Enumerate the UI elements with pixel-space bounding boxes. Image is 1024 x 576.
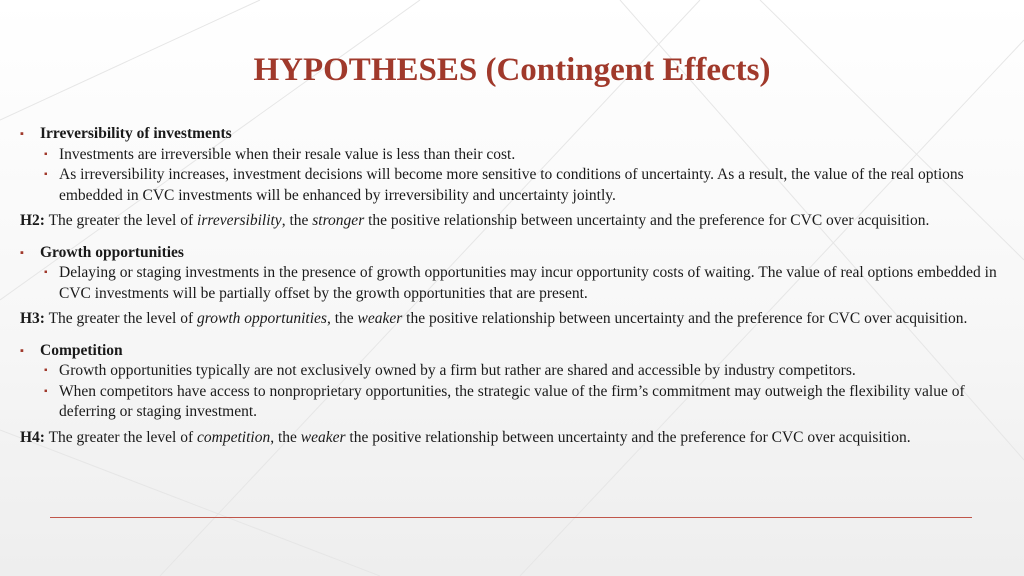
footer-divider [50,517,972,518]
list-item-text: Investments are irreversible when their resale value is less than their cost. [59,145,516,163]
hypothesis-direction: weaker [300,428,346,446]
square-bullet-icon: ▪ [44,148,48,160]
hypothesis-text: , the [281,212,313,229]
square-bullet-icon: ▪ [44,169,48,180]
hypothesis-text: , the [270,428,301,446]
hypothesis-h2 [20,211,1010,232]
hypothesis-label: H4: [20,428,45,446]
list-item [20,361,1010,382]
hypothesis-text: The greater the level of [44,428,198,446]
list-item-text: When competitors have access to nonproprietary opportunities, the strategic value of the firm’s commitment may outweigh the flexibility value of deferring or staging investment. [59,382,965,420]
section-heading-text: Irreversibility of investments [40,125,232,142]
square-bullet-icon: ▪ [20,344,24,357]
hypothesis-text: The greater the level of [44,212,198,229]
list-item [20,165,1010,206]
section-heading-growth [20,243,1010,264]
list-item-text: As irreversibility increases, investment decisions will become more sensitive to conditions of uncertainty. As a result, the value of the real options embedded in CVC investments will be enhanced by irreversibility and uncertainty jointly. [59,166,964,204]
hypothesis-label: H3: [20,310,45,327]
section-heading-competition [20,341,1010,362]
hypothesis-text: The greater the level of [44,310,198,327]
hypothesis-factor: growth opportunities [197,310,327,327]
hypothesis-text: the positive relationship between uncertainty and the preference for CVC over acquisition. [345,428,911,446]
square-bullet-icon: ▪ [44,365,48,376]
hypothesis-factor: irreversibility [197,212,282,229]
hypothesis-text: , the [326,310,358,327]
list-item [20,145,1010,166]
slide-content [20,124,1010,448]
section-heading-irreversibility [20,124,1010,145]
slide-title: HYPOTHESES (Contingent Effects) [253,52,771,88]
hypothesis-h4 [20,428,1010,449]
square-bullet-icon: ▪ [20,128,24,140]
hypothesis-direction: stronger [312,212,365,229]
square-bullet-icon: ▪ [44,385,48,397]
list-item [20,382,1010,423]
hypothesis-text: the positive relationship between uncertainty and the preference for CVC over acquisition. [402,310,968,327]
section-heading-text: Growth opportunities [40,243,184,261]
square-bullet-icon: ▪ [44,267,48,278]
square-bullet-icon: ▪ [20,246,24,259]
list-item [20,263,1010,304]
hypothesis-label: H2: [20,212,45,229]
section-heading-text: Competition [40,341,123,359]
list-item-text: Growth opportunities typically are not exclusively owned by a firm but rather are shared and accessible by industry competitors. [59,362,856,379]
list-item-text: Delaying or staging investments in the presence of growth opportunities may incur opportunity costs of waiting. The value of real options embedded in CVC investments will be partially offset by the growth opportunities that are present. [59,264,997,302]
hypothesis-text: the positive relationship between uncertainty and the preference for CVC over acquisition. [364,212,930,229]
hypothesis-factor: competition [197,428,271,446]
hypothesis-h3 [20,309,1010,330]
hypothesis-direction: weaker [357,310,403,327]
